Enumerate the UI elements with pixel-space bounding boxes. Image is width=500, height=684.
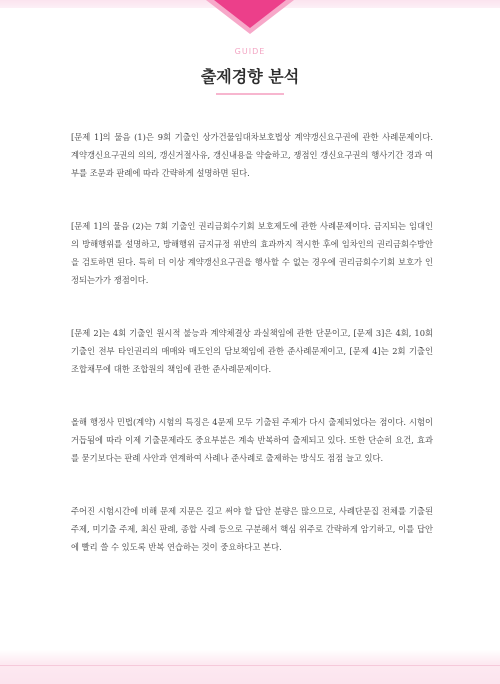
paragraph-4: 올해 행정사 민법(계약) 시험의 특징은 4문제 모두 기출된 주제가 다시 출제되었다는 점이다. 시험이 거듭됨에 따라 이제 기출문제라도 중요부분은 계속 반복하여 출제되고 있다. 또한 단순히 요건, 효과를 묻기보다는 판례 사안과 연계하여 사례나 준사례로 출제하는 방식도 점점 늘고 있다.	[71, 417, 433, 463]
paragraph-2: [문제 1]의 물음 (2)는 7회 기출인 권리금회수기회 보호제도에 관한 사례문제이다. 금지되는 임대인의 방해행위를 설명하고, 방해행위 금지규정 위반의 효과까지 적시한 후에 임차인의 권리금회수방안을 검토하면 된다. 특히 더 이상 계약갱신요구권을 행사할 수 없는 경우에 권리금회수기회 보호가 인정되는가가 쟁점이다.	[71, 221, 433, 285]
paragraph-1: [문제 1]의 물음 (1)은 9회 기출인 상가건물임대차보호법상 계약갱신요구권에 관한 사례문제이다. 계약갱신요구권의 의의, 갱신거절사유, 갱신내용을 약술하고, 쟁점인 갱신요구권의 행사기간 경과 여부를 조문과 판례에 따라 간략하게 설명하면 된다.	[71, 132, 433, 178]
paragraph-5: 주어진 시험시간에 비해 문제 지문은 길고 써야 할 답안 분량은 많으므로, 사례단문집 전체를 기출된 주제, 미기출 주제, 최신 판례, 종합 사례 등으로 구분해서 핵심 위주로 간략하게 암기하고, 이를 답안에 빨리 쓸 수 있도록 반복 연습하는 것이 중요하다고 본다.	[71, 506, 433, 552]
page-title: 출제경향 분석	[200, 67, 300, 86]
bottom-decorative-band	[0, 650, 500, 684]
pink-ribbon-tab	[206, 0, 294, 34]
analysis-content	[71, 128, 433, 591]
guide-label: GUIDE	[234, 47, 266, 56]
paragraph-3: [문제 2]는 4회 기출인 원시적 불능과 계약체결상 과실책임에 관한 단문이고, [문제 3]은 4회, 10회 기출인 전부 타인권리의 매매와 매도인의 담보책임에 관한 준사례문제이고, [문제 4]는 2회 기출인 조합채무에 대한 조합원의 책임에 관한 준사례문제이다.	[71, 328, 433, 374]
title-underline	[216, 93, 284, 95]
bottom-rule	[0, 665, 500, 666]
